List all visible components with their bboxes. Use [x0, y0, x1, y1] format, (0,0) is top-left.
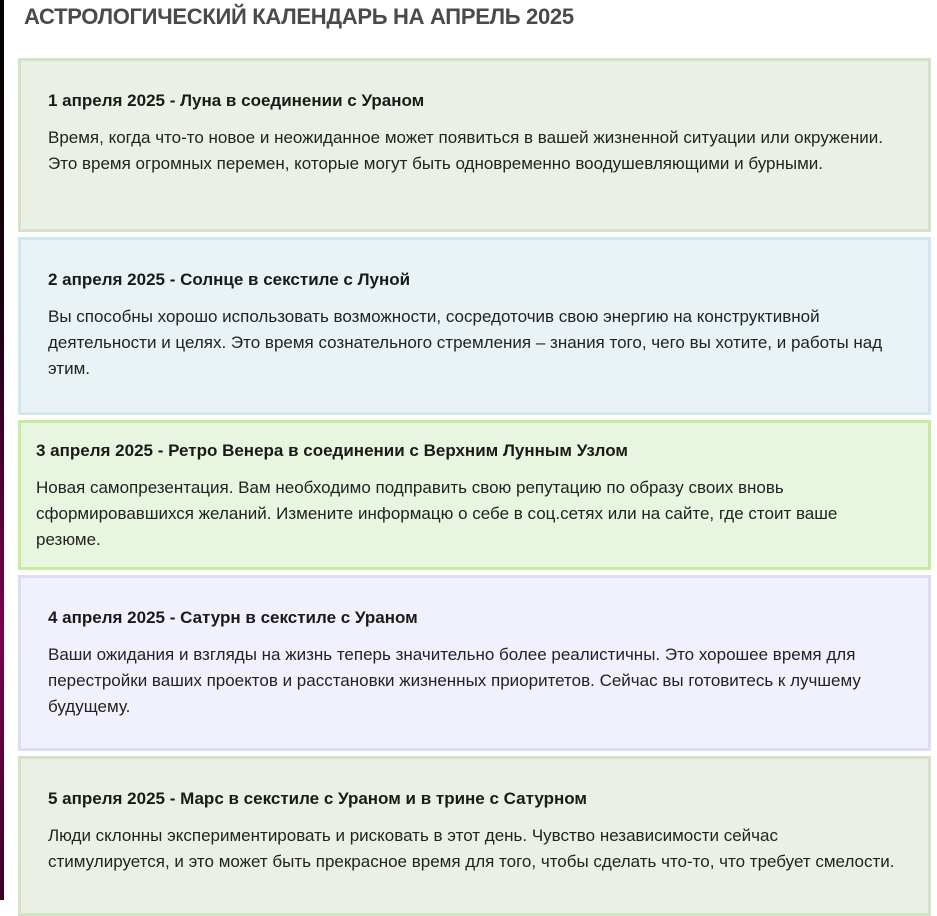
event-description: Вы способны хорошо использовать возможности, сосредоточив свою энергию на конструктивной деятельности и целях. Это время сознательного стремления – знания того, чего вы хотите, и работы над этим. — [48, 307, 883, 378]
event-title: 4 апреля 2025 - Сатурн в секстиле с Ураном — [48, 608, 418, 627]
event-card-apr-3 — [18, 420, 931, 570]
event-title: 3 апреля 2025 - Ретро Венера в соединении с Верхним Лунным Узлом — [36, 441, 628, 460]
page-title: АСТРОЛОГИЧЕСКИЙ КАЛЕНДАРЬ НА АПРЕЛЬ 2025 — [24, 4, 574, 29]
event-title: 2 апреля 2025 - Солнце в секстиле с Луной — [48, 270, 411, 289]
event-card-apr-5 — [18, 756, 931, 916]
event-card-apr-1 — [18, 58, 931, 232]
event-title: 1 апреля 2025 - Луна в соединении с Ураном — [48, 91, 425, 110]
event-card-apr-2 — [18, 237, 931, 415]
event-description: Ваши ожидания и взгляды на жизнь теперь значительно более реалистичны. Это хорошее время для перестройки ваших проектов и расстановки жизненных приоритетов. Сейчас вы готовитесь к лучшему будущему. — [48, 645, 861, 716]
event-description: Новая самопрезентация. Вам необходимо подправить свою репутацию по образу своих вновь сформировавшихся желаний. Измените информацю о себе в соц.сетях или на сайте, где стоит ваше резюме. — [36, 478, 838, 549]
event-title: 5 апреля 2025 - Марс в секстиле с Ураном и в трине с Сатурном — [48, 789, 587, 808]
event-description: Время, когда что-то новое и неожиданное может появиться в вашей жизненной ситуации или окружении. Это время огромных перемен, которые могут быть одновременно воодушевляющими и бурными. — [48, 128, 883, 173]
event-description: Люди склонны экспериментировать и рисковать в этот день. Чувство независимости сейчас стимулируется, и это может быть прекрасное время для того, чтобы сделать что-то, что требует смелости. — [48, 826, 895, 871]
event-card-apr-4 — [18, 575, 931, 751]
